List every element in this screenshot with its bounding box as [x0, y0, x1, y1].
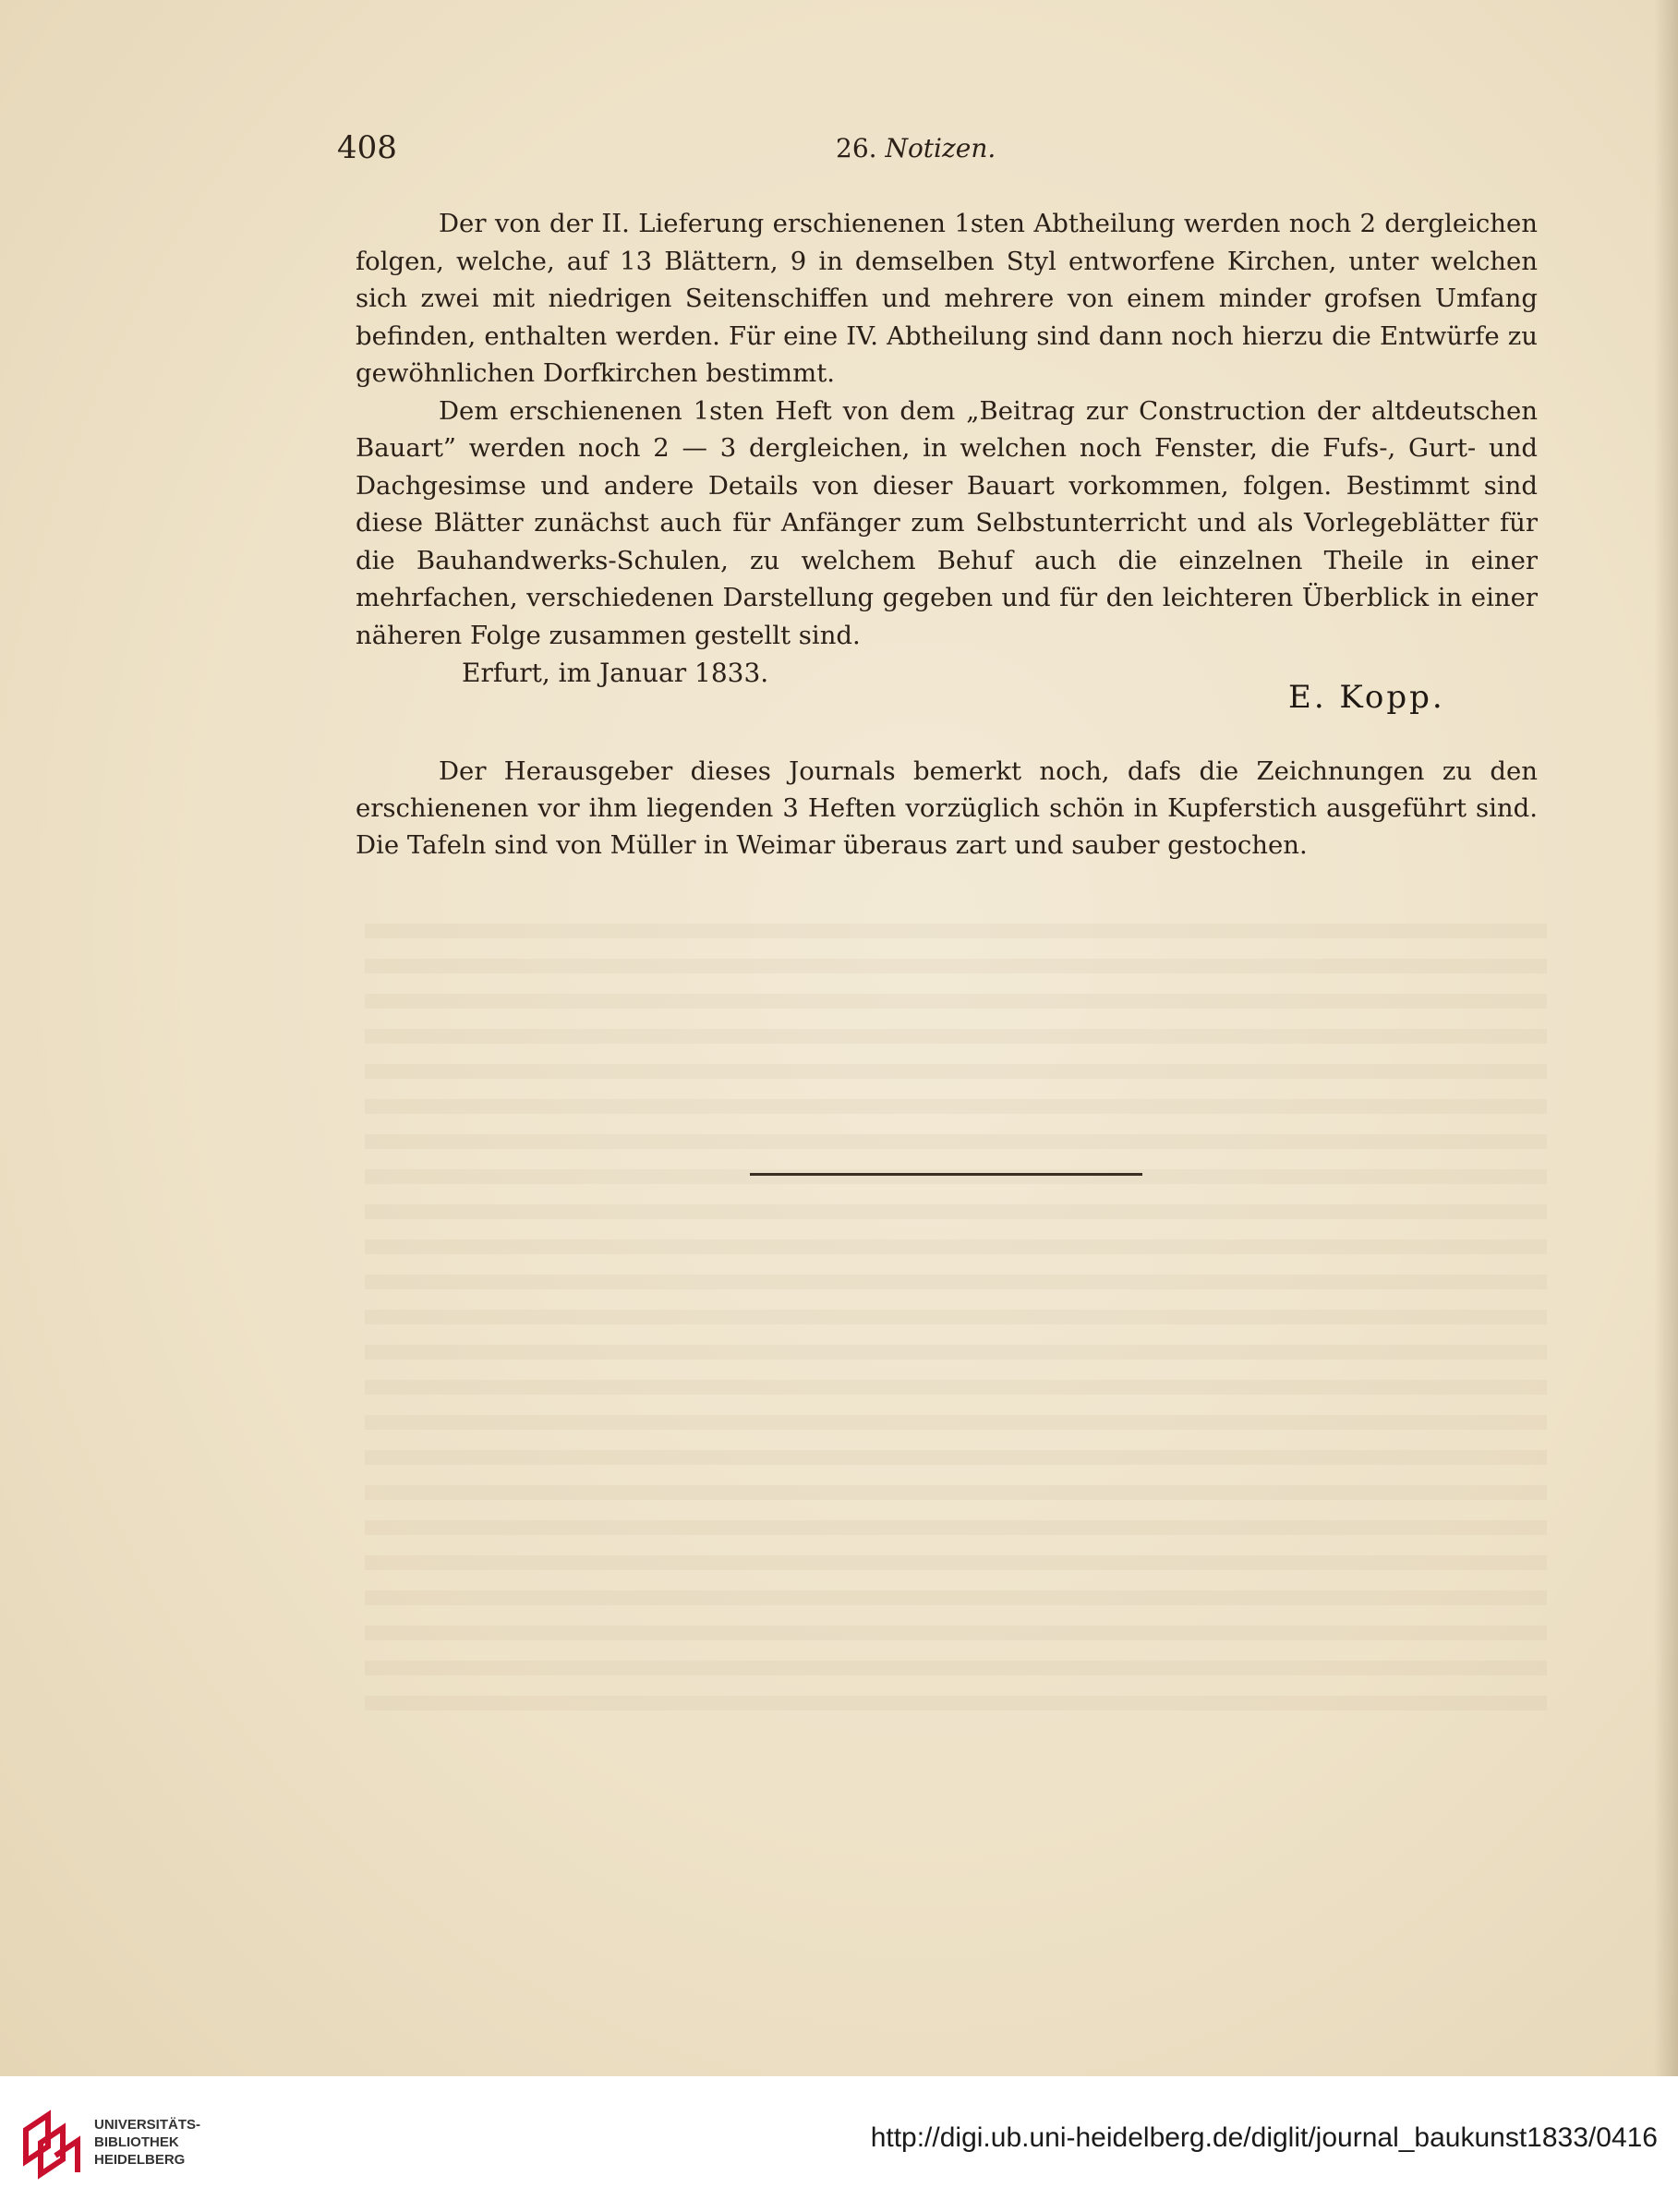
paragraph: Der Herausgeber dieses Journals bemerkt noch, dafs die Zeichnungen zu den erschienenen vor ihm liegenden 3 Heften vorzüglich schön in Kupferstich ausgeführt sind. Die Tafeln sind von Müller in Weimar überaus zart und sauber gestochen. — [356, 756, 1538, 860]
section-separator-rule — [750, 1173, 1142, 1176]
place-date: Erfurt, im Januar 1833. — [462, 658, 769, 688]
library-name-line: HEIDELBERG — [94, 2152, 186, 2168]
author-signature: E. Kopp. — [1288, 679, 1445, 716]
library-name-line: BIBLIOTHEK — [94, 2134, 179, 2150]
paragraph: Der von der II. Lieferung erschienenen 1sten Abtheilung werden noch 2 dergleichen folgen, welche, auf 13 Blättern, 9 in demselben Styl entworfene Kirchen, unter welchen sich zwei mit niedrigen Seitenschiffen und mehrere von einem minder grofsen Umfang befinden, enthalten werden. Für eine IV. Abtheilung sind dann noch hierzu die Entwürfe zu gewöhnlichen Dorfkirchen bestimmt. — [356, 209, 1538, 388]
logo-mark — [26, 2115, 78, 2174]
library-name-line: UNIVERSITÄTS- — [94, 2117, 201, 2133]
page-header — [337, 129, 1538, 175]
section-number: 26. — [836, 133, 877, 163]
library-name — [94, 2116, 200, 2169]
library-logo-icon — [20, 2109, 85, 2183]
editor-note — [356, 753, 1538, 864]
paragraph: Dem erschienenen 1sten Heft von dem „Beitrag zur Construction der altdeutschen Bauart” werden noch 2 — 3 dergleichen, in welchen noch Fenster, die Fufs-, Gurt- und Dachgesimse und andere Details von dieser Bauart vorkommen, folgen. Bestimmt sind diese Blätter zunächst auch für Anfänger zum Selbstunterricht und als Vorlegeblätter für die Bauhandwerks-Schulen, zu welchem Behuf auch die einzelnen Theile in einer mehrfachen, verschiedenen Darstellung gegeben und für den leichteren Überblick in einer näheren Folge zusammen gestellt sind. — [356, 395, 1538, 650]
page-number: 408 — [337, 129, 397, 166]
body-text — [356, 205, 1538, 654]
permalink-url[interactable]: http://digi.ub.uni-heidelberg.de/diglit/journal_baukunst1833/0416 — [870, 2122, 1658, 2153]
bleed-through-text — [365, 924, 1547, 1718]
footer-bar — [0, 2076, 1678, 2212]
page-edge-shadow — [1654, 0, 1678, 2076]
running-head — [836, 133, 996, 163]
section-title: Notizen. — [885, 133, 996, 163]
